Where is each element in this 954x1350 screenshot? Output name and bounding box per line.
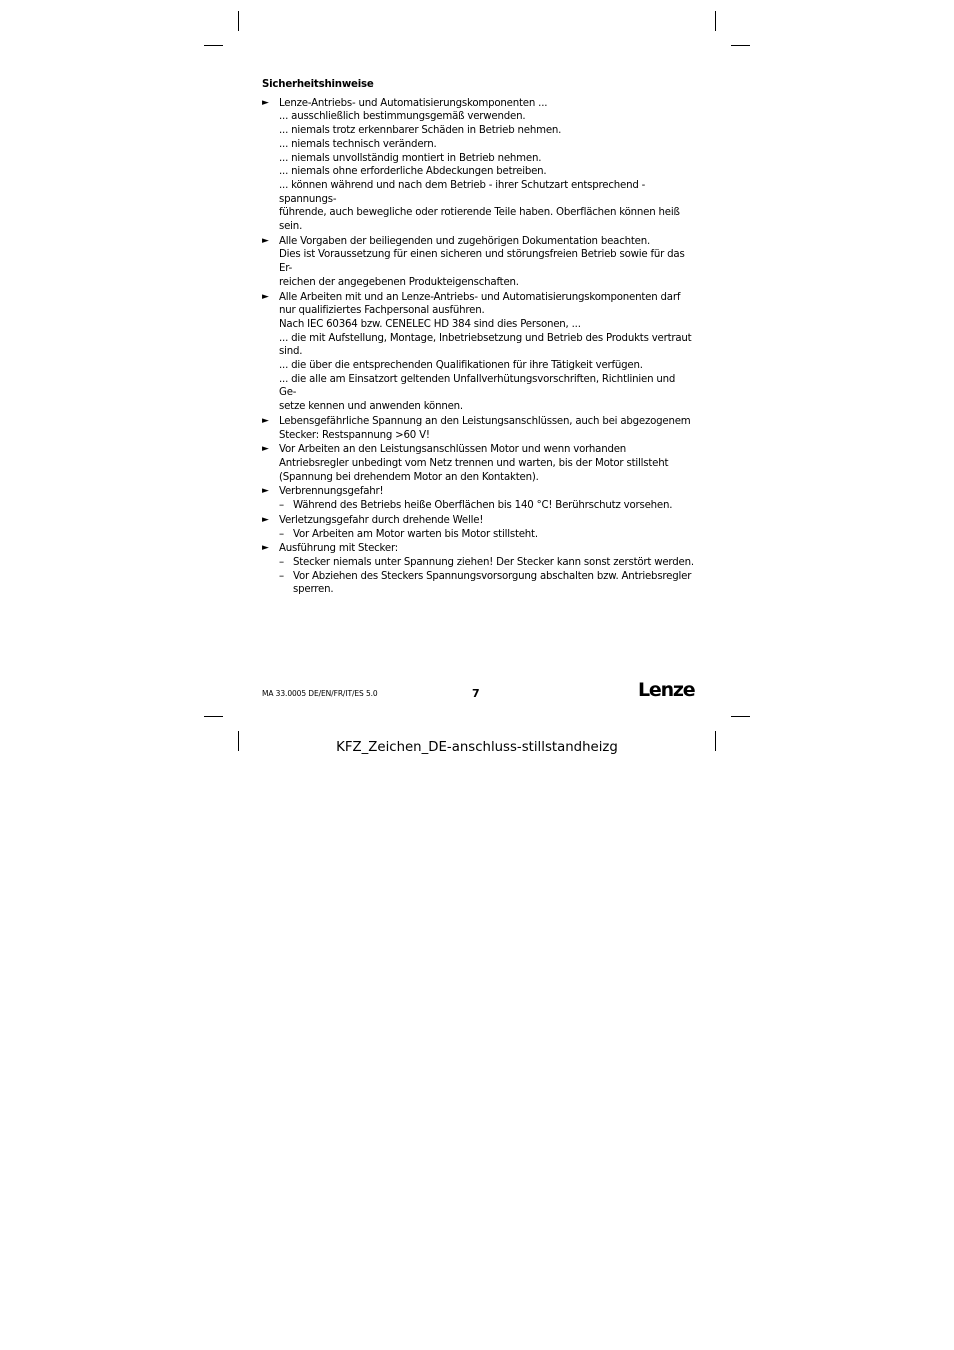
list-item-line: ... die alle am Einsatzort geltenden Unfallverhütungsvorschriften, Richtlinien und Ge- [279,373,676,399]
bullet-arrow-icon: ► [262,235,269,246]
dash-marker: – [279,500,284,512]
list-item [262,97,694,234]
list-item [262,291,694,414]
list-item-line: ... die über die entsprechenden Qualifikationen für ihre Tätigkeit verfügen. [279,360,643,372]
list-item-line: führende, auch bewegliche oder rotierende Teile haben. Oberflächen können heiß sein. [279,207,680,233]
list-item-line: ... ausschließlich bestimmungsgemäß verwenden. [279,111,526,123]
crop-mark-bottom-left-h [204,716,223,717]
list-item-line: ... niemals technisch verändern. [279,138,437,150]
list-item [262,235,694,290]
list-item-line: ... die mit Aufstellung, Montage, Inbetriebsetzung und Betrieb des Produkts vertraut [279,332,692,344]
list-item-line: Lenze-Antriebs- und Automatisierungskomponenten ... [279,97,548,109]
bullet-arrow-icon: ► [262,97,269,108]
list-item [262,542,694,597]
list-item-line: ... können während und nach dem Betrieb - ihrer Schutzart entsprechend - spannungs- [279,179,646,205]
list-item-line: Antriebsregler unbedingt vom Netz trennen und warten, bis der Motor stillsteht [279,457,669,469]
bullet-arrow-icon: ► [262,486,269,497]
dash-sub-item [279,499,694,513]
bullet-arrow-icon: ► [262,415,269,426]
list-item-line: ... niemals trotz erkennbarer Schäden in Betrieb nehmen. [279,125,562,137]
dash-sub-item [279,556,694,570]
list-item-line: reichen der angegebenen Produkteigenschaften. [279,276,519,288]
list-item-line: (Spannung bei drehendem Motor an den Kontakten). [279,471,539,483]
list-item-line: Alle Vorgaben der beiliegenden und zugehörigen Dokumentation beachten. [279,235,651,247]
dash-marker: – [279,528,284,540]
list-item-line: Nach IEC 60364 bzw. CENELEC HD 384 sind dies Personen, ... [279,318,581,330]
list-item-line: Verletzungsgefahr durch drehende Welle! [279,514,484,526]
crop-mark-top-right-h [731,45,750,46]
list-item-line: Alle Arbeiten mit und an Lenze-Antriebs- und Automatisierungskomponenten darf [279,291,681,303]
list-item-line: ... niemals ohne erforderliche Abdeckungen betreiben. [279,166,547,178]
list-item-line: Lebensgefährliche Spannung an den Leistungsanschlüssen, auch bei abgezogenem [279,415,691,427]
list-item-line: Vor Arbeiten an den Leistungsanschlüssen Motor und wenn vorhanden [279,444,627,456]
bullet-arrow-icon: ► [262,543,269,554]
list-item-line: Ausführung mit Stecker: [279,543,399,555]
crop-mark-top-right [715,11,716,31]
bullet-arrow-icon: ► [262,514,269,525]
list-item [262,514,694,541]
dash-sub-item [279,528,694,542]
crop-mark-top-left [238,11,239,31]
document-code: MA 33.0005 DE/EN/FR/IT/ES 5.0 [262,689,378,698]
list-item [262,443,694,484]
list-item-line: ... niemals unvollständig montiert in Betrieb nehmen. [279,152,542,164]
dash-sub-item-line: Vor Abziehen des Steckers Spannungsvorsorgung abschalten bzw. Antriebsregler [293,570,692,582]
list-item-line: sind. [279,346,303,358]
list-item-line: Stecker: Restspannung >60 V! [279,429,430,441]
list-item-line: Verbrennungsgefahr! [279,486,384,498]
list-item [262,485,694,512]
dash-sub-item-line: Stecker niemals unter Spannung ziehen! Der Stecker kann sonst zerstört werden. [293,556,694,568]
crop-mark-top-left-h [204,45,223,46]
dash-sub-item [279,570,694,597]
section-heading: Sicherheitshinweise [262,79,374,90]
lenze-logo: Lenze [638,679,695,701]
safety-content [262,78,694,598]
bullet-arrow-icon: ► [262,444,269,455]
list-item-line: setze kennen und anwenden können. [279,401,463,413]
list-item-line: Dies ist Voraussetzung für einen sicheren und störungsfreien Betrieb sowie für das Er- [279,249,685,275]
file-name-caption: KFZ_Zeichen_DE-anschluss-stillstandheizg [336,740,618,755]
dash-marker: – [279,570,284,582]
dash-marker: – [279,556,284,568]
list-item-line: nur qualifiziertes Fachpersonal ausführen. [279,305,485,317]
page-number: 7 [472,687,480,700]
safety-list [262,97,694,597]
dash-sub-item-line: Vor Arbeiten am Motor warten bis Motor stillsteht. [293,528,538,540]
bullet-arrow-icon: ► [262,291,269,302]
dash-sub-item-line: sperren. [293,584,334,596]
crop-mark-bottom-right-h [731,716,750,717]
dash-sub-item-line: Während des Betriebs heiße Oberflächen bis 140 °C! Berührschutz vorsehen. [293,500,673,512]
list-item [262,415,694,442]
